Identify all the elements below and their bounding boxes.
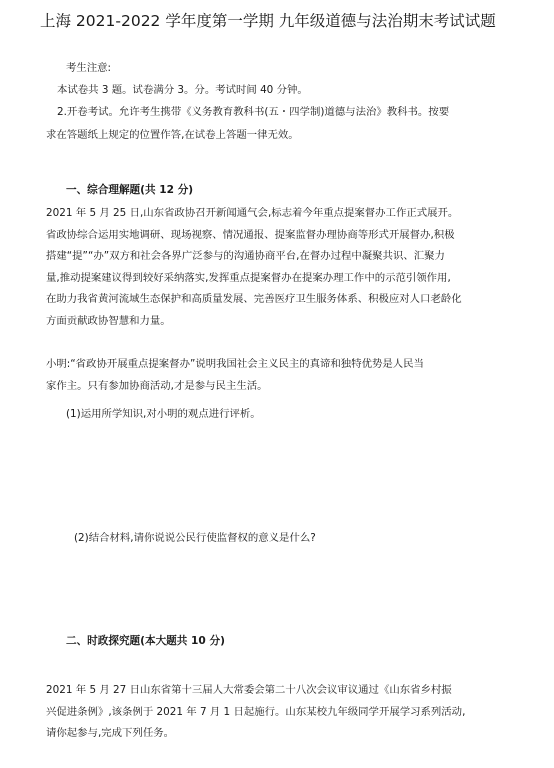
notice-line-2a: 2.开卷考试。允许考生携带《义务教育教科书(五・四学制)道德与法治》教科书。按要 [57, 106, 450, 118]
material-line: 搭建“提”“办”双方和社会各界广泛参与的沟通协商平台,在督办过程中凝聚共识、汇聚力 [46, 250, 445, 263]
notice-heading: 考生注意: [66, 62, 112, 74]
page-title: 上海 2021-2022 学年度第一学期 九年级道德与法治期末考试试题 [40, 12, 496, 30]
material-line: 方面贡献政协智慧和力量。 [46, 314, 171, 327]
xiaoming-viewpoint [46, 354, 510, 397]
material-line: 2021 年 5 月 27 日山东省第十三届人大常委会第二十八次会议审议通过《山东省乡村振 [46, 684, 452, 696]
section-2-material [46, 680, 510, 745]
material-line: 在助力我省黄河流域生态保护和高质量发展、完善医疗卫生服务体系、积极应对人口老龄化 [46, 293, 462, 306]
viewpoint-line: 家作主。只有参加协商活动,才是参与民主生活。 [46, 379, 268, 392]
section-1-material [46, 203, 510, 333]
section-1-heading: 一、综合理解题(共 12 分) [66, 184, 194, 196]
material-line: 兴促进条例》,该条例于 2021 年 7 月 1 日起施行。山东某校九年级同学开展学习系列活动, [46, 705, 466, 718]
material-line: 2021 年 5 月 25 日,山东省政协召开新闻通气会,标志着今年重点提案督办工作正式展开。 [46, 207, 459, 219]
question-2: (2)结合材料,请你说说公民行使监督权的意义是什么? [74, 532, 316, 544]
notice-line-1: 本试卷共 3 题。试卷满分 3。分。考试时间 40 分钟。 [57, 84, 308, 96]
material-line: 量,推动提案建议得到较好采纳落实,发挥重点提案督办在提案办理工作中的示范引领作用, [46, 271, 451, 284]
section-2-heading: 二、时政探究题(本大题共 10 分) [66, 635, 225, 647]
question-1: (1)运用所学知识,对小明的观点进行评析。 [66, 408, 261, 420]
material-line: 请你起参与,完成下列任务。 [46, 727, 174, 740]
notice-line-2b: 求在答题纸上规定的位置作答,在试卷上答题一律无效。 [46, 129, 299, 141]
material-line: 省政协综合运用实地调研、现场视察、情况通报、提案监督办理协商等形式开展督办,积极 [46, 228, 455, 241]
viewpoint-line: 小明:“省政协开展重点提案督办”说明我国社会主义民主的真谛和独特优势是人民当 [46, 358, 424, 370]
